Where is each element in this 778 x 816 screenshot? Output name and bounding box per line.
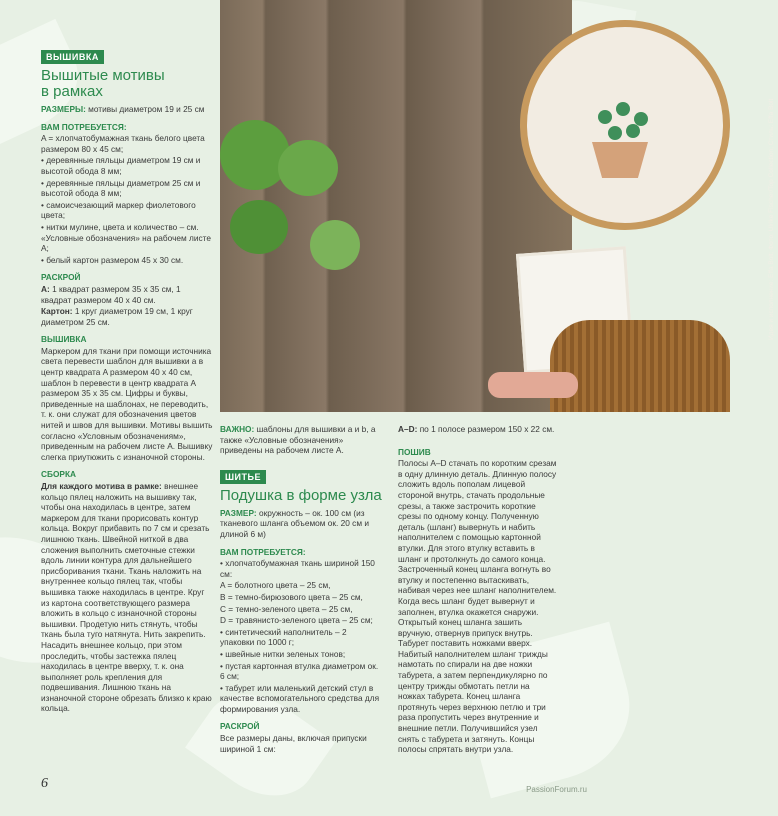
pilea-leaf xyxy=(220,120,290,190)
list-item: • нитки мулине, цвета и количество – см. «Условные обозначения» на рабочем листе A; xyxy=(41,221,211,254)
materials-list xyxy=(41,133,213,265)
sizes: РАЗМЕРЫ: мотивы диаметром 19 и 25 см xyxy=(41,104,205,114)
footer-watermark: PassionForum.ru xyxy=(526,785,587,794)
list-item: • табурет или маленький детский стул в качестве вспомогательного средства для формирования узла. xyxy=(220,682,380,714)
list-item: A = болотного цвета – 25 см, xyxy=(220,580,331,591)
list-item: • белый картон размером 45 х 30 см. xyxy=(41,254,184,265)
list-item: • пустая картонная втулка диаметром ок. 6 см; xyxy=(220,660,379,682)
plant-leaf xyxy=(608,126,622,140)
cutting-a: A: 1 квадрат размером 35 х 35 см, 1 квадрат размером 40 х 40 см. xyxy=(41,283,181,305)
cutting-heading: РАСКРОЙ xyxy=(41,272,81,283)
embroidery-article xyxy=(41,50,213,715)
cutting-heading: РАСКРОЙ xyxy=(220,721,260,732)
list-item: • синтетический наполнитель – 2 упаковки по 1000 г; xyxy=(220,626,347,648)
pilea-leaf xyxy=(310,220,360,270)
list-item: C = темно-зеленого цвета – 25 см, xyxy=(220,603,353,614)
stitch-text: Маркером для ткани при помощи источника света перевести шаблон для вышивки а в центр квадрата A размером 40 х 40 см, шаблон b перевести в центр квадрата A размером 35 х 35 см. Цифры и буквы, приведенные на шаблонах, не переводить, т. к. они служат для обозначения цветов нитей и швов для вышивки. Мотивы вышить согласно «Условным обозначениям», приведенным на рабочем листе A. Вышивку слегка приутюжить с изнаночной стороны. xyxy=(41,345,213,462)
cutting-card: Картон: 1 круг диаметром 19 см, 1 круг диаметром 25 см. xyxy=(41,306,193,327)
stitch-heading: ВЫШИВКА xyxy=(41,334,87,345)
article-title: Подушка в форме узла xyxy=(220,486,382,504)
list-item: B = темно-бирюзового цвета – 25 см, xyxy=(220,591,363,602)
wicker-basket xyxy=(550,320,730,412)
pilea-leaf xyxy=(278,140,338,196)
embroidery-hoop xyxy=(520,20,730,230)
materials-heading: ВАМ ПОТРЕБУЕТСЯ: xyxy=(41,121,127,132)
article-title: Вышитые мотивы в рамках xyxy=(41,67,165,100)
sewing-heading: ПОШИВ xyxy=(398,446,431,457)
hero-photo xyxy=(220,0,775,412)
important-note: ВАЖНО: шаблоны для вышивки а и b, а также «Условные обозначения» приведены на рабочем листе A. xyxy=(220,424,376,456)
yarn-skein xyxy=(488,372,578,398)
list-item: • швейные нитки зеленых тонов; xyxy=(220,648,346,659)
assembly-text: Для каждого мотива в рамке: внешнее кольцо пялец наложить на вышивку так, чтобы она находилась в центре, затем маркером для ткани прорисовать контур кольца. Вокруг прибавить по 7 см и срезать лишнюю ткань. Швейной ниткой в два сложения выполнить сметочные стежки вдоль линии контура для дальнейшего присборивания ткани. Ткань наложить на внутреннее кольцо пялец так, чтобы вышивка также находилась в центре. Круг из картона соответствующего размера вложить в кольцо с изнаночной стороны вышивки. Продетую нить стянуть, чтобы ткань была туго натянута. Нить закрепить. Насадить внешнее кольцо, при этом проследить, чтобы застежка пялец находилась в центре вверху, т. к. она выполняет роль крепления для подвешивания. Лишнюю ткань на изнаночной стороне обрезать близко к краю кольца. xyxy=(41,481,212,714)
section-tag: ШИТЬЕ xyxy=(220,470,266,484)
materials-heading: ВАМ ПОТРЕБУЕТСЯ: xyxy=(220,546,306,557)
materials-list xyxy=(220,558,382,714)
list-item: • деревянные пяльцы диаметром 25 см и высотой обода 8 мм; xyxy=(41,177,201,199)
photo-credit: Идея и исполнение: Effa Bolt; Фото: Ulrike Fischer/Top Collection; Стиль: Effa Bolt xyxy=(768,98,775,340)
pillow-article xyxy=(220,424,382,755)
list-item: D = травянисто-зеленого цвета – 25 см; xyxy=(220,615,373,626)
plant-leaf xyxy=(616,102,630,116)
pilea-leaf xyxy=(230,200,288,254)
cutting-text: Все размеры даны, включая припуски шириной 1 см: xyxy=(220,733,367,754)
list-item: • хлопчатобумажная ткань шириной 150 см: xyxy=(220,558,375,579)
list-item: • самоисчезающий маркер фиолетового цвета; xyxy=(41,199,196,221)
plant-leaf xyxy=(598,110,612,124)
section-tag: ВЫШИВКА xyxy=(41,50,104,64)
list-item: • деревянные пяльцы диаметром 19 см и высотой обода 8 мм; xyxy=(41,155,201,176)
page-number: 6 xyxy=(41,776,48,791)
pillow-article-continued xyxy=(398,424,558,756)
list-item: A = хлопчатобумажная ткань белого цвета размером 80 х 45 см; xyxy=(41,133,205,154)
plant-leaf xyxy=(626,124,640,138)
size: РАЗМЕР: окружность – ок. 100 см (из тканевого шланга объемом ок. 20 см и длиной 6 м) xyxy=(220,507,369,539)
sewing-text: Полосы A–D стачать по коротким срезам в одну длинную деталь. Длинную полосу сложить вдоль пополам лицевой стороной внутрь, стачать продольные срезы, а также застрочить короткие срезы по одному концу. Полученную деталь (шланг) вывернуть и набить наполнителем с помощью картонной втулки. Для этого втулку вставить в шланг и протолкнуть до самого конца. Застроченный конец шланга вогнуть во втулку и постепенно вытаскивать, набивая через нее шланг наполнителем. Когда весь шланг будет вывернут и заполнен, втулка окажется снаружи. Открытый конец шланга зашить вручную, отвернув припуск внутрь. Табурет поставить ножками вверх. Набитый наполнителем шланг трижды намотать по спирали на две ножки табурета, а затем перпендикулярно по центру трижды обмотать петли на ножках табурета. Конец шланга протянуть через верхнюю петлю и три раза пропустить через внутренние и внешние петли. Получившийся узел снять с табурета и затянуть. Концы полосы спрятать внутри узла. xyxy=(398,458,557,755)
assembly-heading: СБОРКА xyxy=(41,469,76,480)
cutting-ad: A–D: по 1 полосе размером 150 х 22 см. xyxy=(398,424,555,434)
